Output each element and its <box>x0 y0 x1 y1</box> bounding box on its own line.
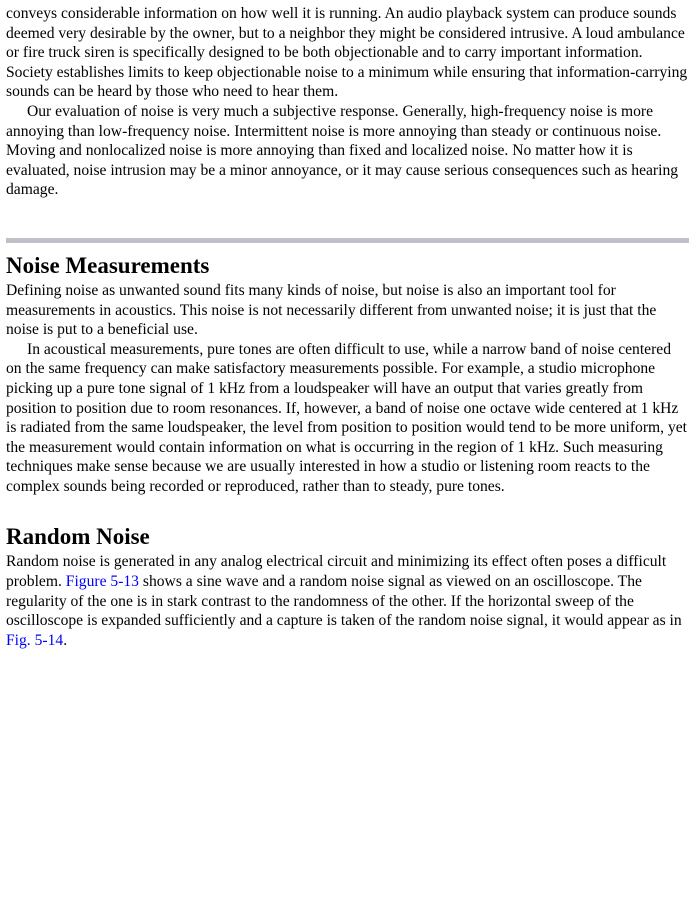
noise-measurements-paragraph-1: Defining noise as unwanted sound fits many kinds of noise, but noise is also an important tool for measurements in acoustics. This noise is not necessarily different from unwanted noise; it is just that the noise is put to a beneficial use. <box>6 281 657 339</box>
random-noise-text-end: . <box>63 631 68 649</box>
section-divider <box>6 238 689 243</box>
noise-measurements-paragraph-2: In acoustical measurements, pure tones are often difficult to use, while a narrow band of noise centered on the same frequency can make satisfactory measurements possible. For example, a studio microphone picking up a pure tone signal of 1 kHz from a loudspeaker will have an output that varies greatly from position to position due to room resonances. If, however, a band of noise one octave wide centered at 1 kHz is radiated from the same loudspeaker, the level from position to position would tend to be more uniform, yet the measurement would contain information on what is occurring in the region of 1 kHz. Such measuring techniques make sense because we are usually interested in how a studio or listening room reacts to the complex sounds being recorded or reproduced, rather than to steady, pure tones. <box>6 340 688 495</box>
heading-noise-measurements: Noise Measurements <box>6 252 210 278</box>
random-noise-text-2: shows a sine wave and a random noise signal as viewed on an oscilloscope. The regularity of the one is in stark contrast to the randomness of the other. If the horizontal sweep of the oscilloscope is expanded sufficiently and a capture is taken of the random noise signal, it would appear as in <box>6 573 682 630</box>
intro-paragraph-1: conveys considerable information on how well it is running. An audio playback system can produce sounds deemed very desirable by the owner, but to a neighbor they might be considered intrusive. A loud ambulance or fire truck siren is specifically designed to be both objectionable and to carry important information. Society establishes limits to keep objectionable noise to a minimum while ensuring that information-carrying sounds can be heard by those who need to hear them. <box>6 5 688 101</box>
random-noise-text-1: Random noise is generated in any analog electrical circuit and minimizing its effect often poses a difficult problem. <box>6 553 667 591</box>
heading-random-noise: Random Noise <box>6 524 150 550</box>
random-noise-paragraph <box>6 552 689 650</box>
figure-5-14-link[interactable]: Fig. 5-14 <box>6 631 64 649</box>
intro-paragraph-2: Our evaluation of noise is very much a subjective response. Generally, high-frequency noise is more annoying than low-frequency noise. Intermittent noise is more annoying than steady or continuous noise. Moving and nonlocalized noise is more annoying than fixed and localized noise. No matter how it is evaluated, noise intrusion may be a minor annoyance, or it may cause serious consequences such as hearing damage. <box>6 102 679 199</box>
figure-5-13-link[interactable]: Figure 5-13 <box>65 573 139 591</box>
